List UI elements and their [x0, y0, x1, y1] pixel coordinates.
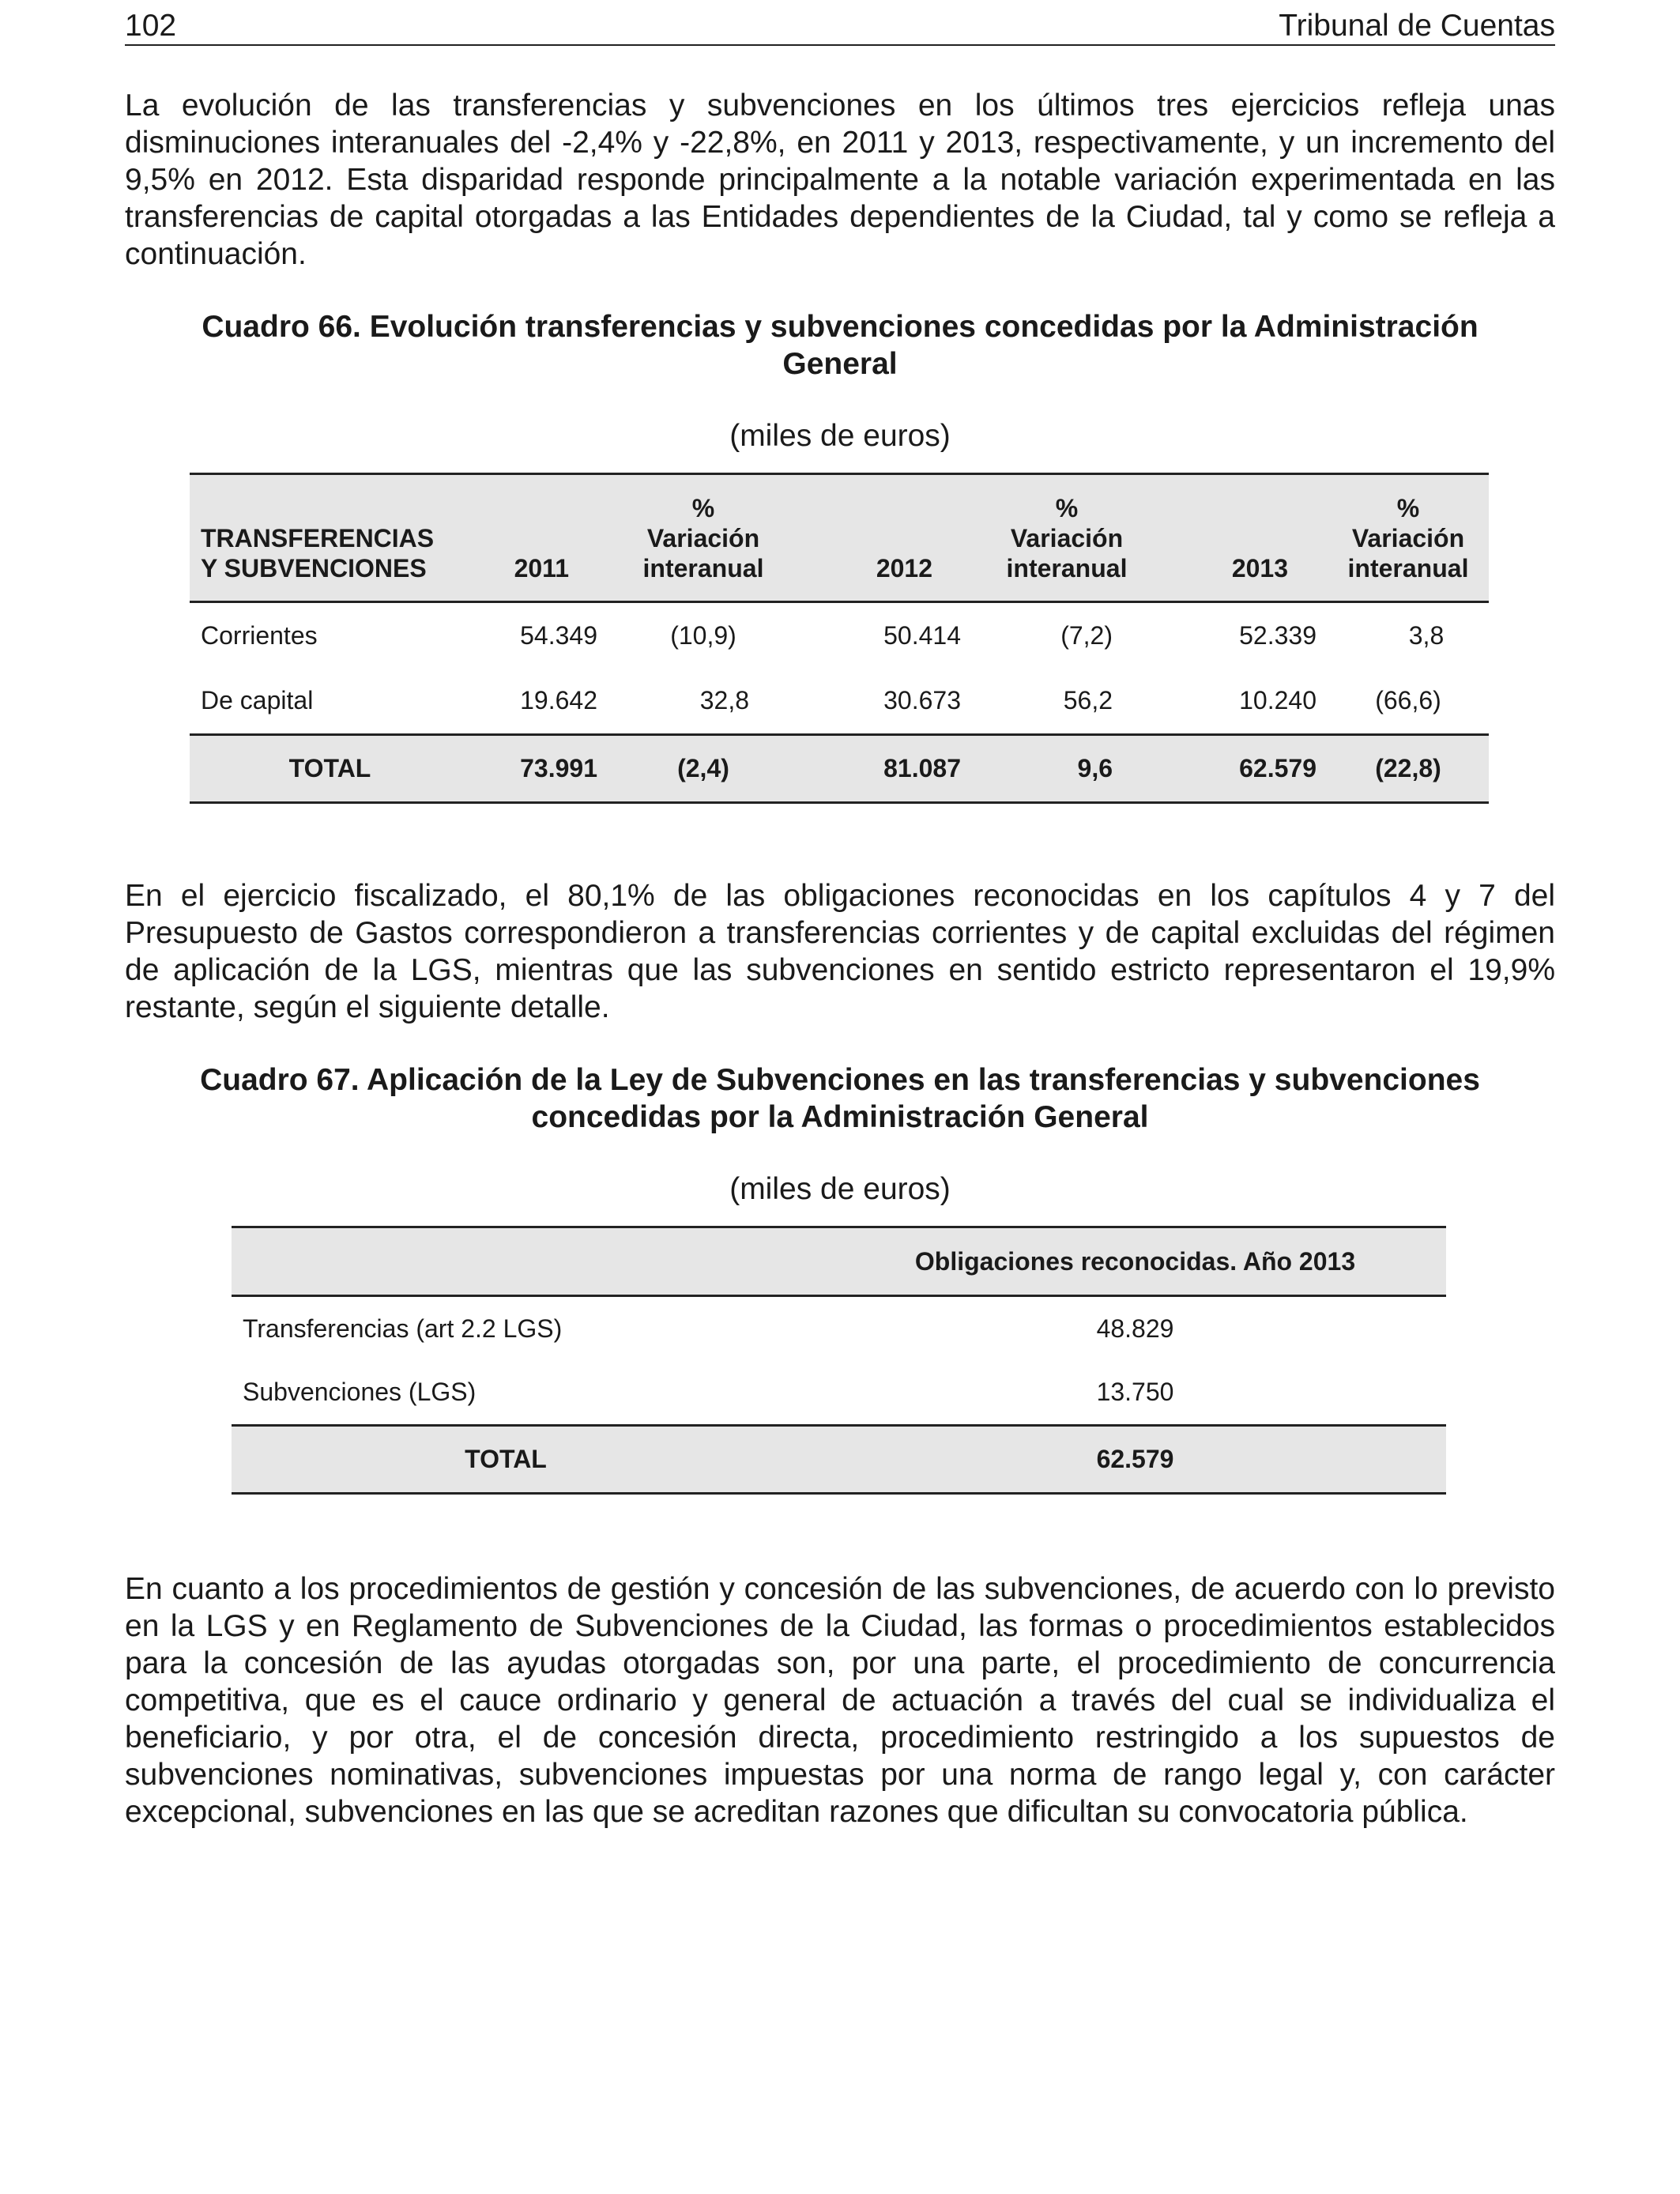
- table66-header-2013: 2013: [1231, 554, 1288, 582]
- table-row: [232, 1361, 1446, 1426]
- table66-header-pct-2012: % Variación interanual: [1006, 494, 1128, 582]
- table-row: [232, 1296, 1446, 1361]
- total-2012: 81.087: [883, 754, 961, 782]
- row-value: 13.750: [1096, 1378, 1174, 1407]
- total-pct-2012: 9,6: [1077, 754, 1113, 782]
- paragraph-procedures: En cuanto a los procedimientos de gestión y concesión de las subvenciones, de acuerdo con lo previsto en la LGS y en Reglamento de Subvenciones de la Ciudad, las formas o procedimientos establecidos para la concesión de las ayudas otorgadas son, por una parte, el procedimiento de concurrencia competitiva, que es el cauce ordinario y general de actuación a través del cual se individualiza el beneficiario, y por otra, el de concesión directa, procedimiento restringido a los supuestos de subvenciones nominativas, subvenciones impuestas por una norma de rango legal y, con carácter excepcional, subvenciones en las que se acreditan razones que dificultan su convocatoria pública.: [125, 1572, 1555, 1829]
- table66-header-row: [190, 474, 1489, 602]
- paragraph-obligations: En el ejercicio fiscalizado, el 80,1% de las obligaciones reconocidas en los capítulos 4 y 7 del Presupuesto de Gastos correspondieron a transferencias corrientes y de capital excluidas del régimen de aplicación de la LGS, mientras que las subvenciones en sentido estricto representaron el 19,9% restante, según el siguiente detalle.: [125, 879, 1555, 1024]
- table67-caption: [125, 1061, 1555, 1136]
- table66-header-pct-2011: % Variación interanual: [642, 494, 764, 582]
- table67-header-row: [232, 1227, 1446, 1296]
- table66-caption-line2: General: [782, 347, 898, 381]
- cell-2011: 19.642: [520, 686, 597, 715]
- table66-units: (miles de euros): [729, 419, 951, 453]
- page-number: 102: [125, 9, 177, 43]
- table-row: [190, 669, 1489, 735]
- table66-header-2011: 2011: [514, 554, 569, 582]
- total-2011: 73.991: [520, 754, 597, 782]
- total-pct-2011: (2,4): [677, 754, 729, 782]
- cell-2013: 10.240: [1239, 686, 1317, 715]
- cell-pct-2013: (66,6): [1375, 686, 1441, 715]
- table66-caption-line1: Cuadro 66. Evolución transferencias y subvenciones concedidas por la Administración: [202, 310, 1478, 344]
- table66-caption: [125, 308, 1555, 383]
- total-label: TOTAL: [288, 754, 371, 782]
- table66: [190, 473, 1489, 804]
- page-header: [125, 5, 1555, 46]
- table67: [232, 1226, 1446, 1495]
- table67-caption-line2: concedidas por la Administración General: [531, 1100, 1149, 1134]
- paragraph-intro: La evolución de las transferencias y subvenciones en los últimos tres ejercicios refleja unas disminuciones interanuales del -2,4% y -22,8%, en 2011 y 2013, respectivamente, y un incremento del 9,5% en 2012. Esta disparidad responde principalmente a la notable variación experimentada en las transferencias de capital otorgadas a las Entidades dependientes de la Ciudad, tal y como se refleja a continuación.: [125, 89, 1555, 271]
- cell-pct-2013: 3,8: [1408, 620, 1445, 650]
- total-pct-2013: (22,8): [1375, 754, 1441, 782]
- table-row: [190, 602, 1489, 669]
- cell-2011: 54.349: [520, 620, 597, 650]
- table66-total-row: [190, 735, 1489, 803]
- row-label: De capital: [201, 686, 314, 715]
- cell-pct-2011: (10,9): [670, 620, 736, 650]
- total-value: 62.579: [1096, 1445, 1174, 1473]
- cell-pct-2011: 32,8: [699, 686, 749, 715]
- table67-units: (miles de euros): [729, 1172, 951, 1206]
- row-value: 48.829: [1096, 1314, 1174, 1343]
- table67-caption-line1: Cuadro 67. Aplicación de la Ley de Subvenciones en las transferencias y subvenciones: [200, 1063, 1480, 1097]
- table67-header-empty: [232, 1227, 824, 1296]
- row-label: Transferencias (art 2.2 LGS): [243, 1314, 563, 1343]
- row-label: Corrientes: [201, 620, 318, 650]
- cell-2013: 52.339: [1239, 620, 1317, 650]
- publisher-name: Tribunal de Cuentas: [1279, 9, 1555, 43]
- table66-header-2012: 2012: [876, 554, 932, 582]
- table66-header-pct-2013: % Variación interanual: [1347, 494, 1469, 582]
- total-label: TOTAL: [465, 1445, 547, 1473]
- table66-header-concept: TRANSFERENCIAS Y SUBVENCIONES: [201, 524, 435, 582]
- cell-2012: 50.414: [883, 620, 961, 650]
- cell-pct-2012: 56,2: [1063, 686, 1113, 715]
- cell-2012: 30.673: [883, 686, 961, 715]
- row-label: Subvenciones (LGS): [243, 1378, 477, 1407]
- cell-pct-2012: (7,2): [1060, 620, 1113, 650]
- table67-total-row: [232, 1426, 1446, 1494]
- total-2013: 62.579: [1239, 754, 1317, 782]
- table67-header-obligations: Obligaciones reconocidas. Año 2013: [914, 1247, 1356, 1276]
